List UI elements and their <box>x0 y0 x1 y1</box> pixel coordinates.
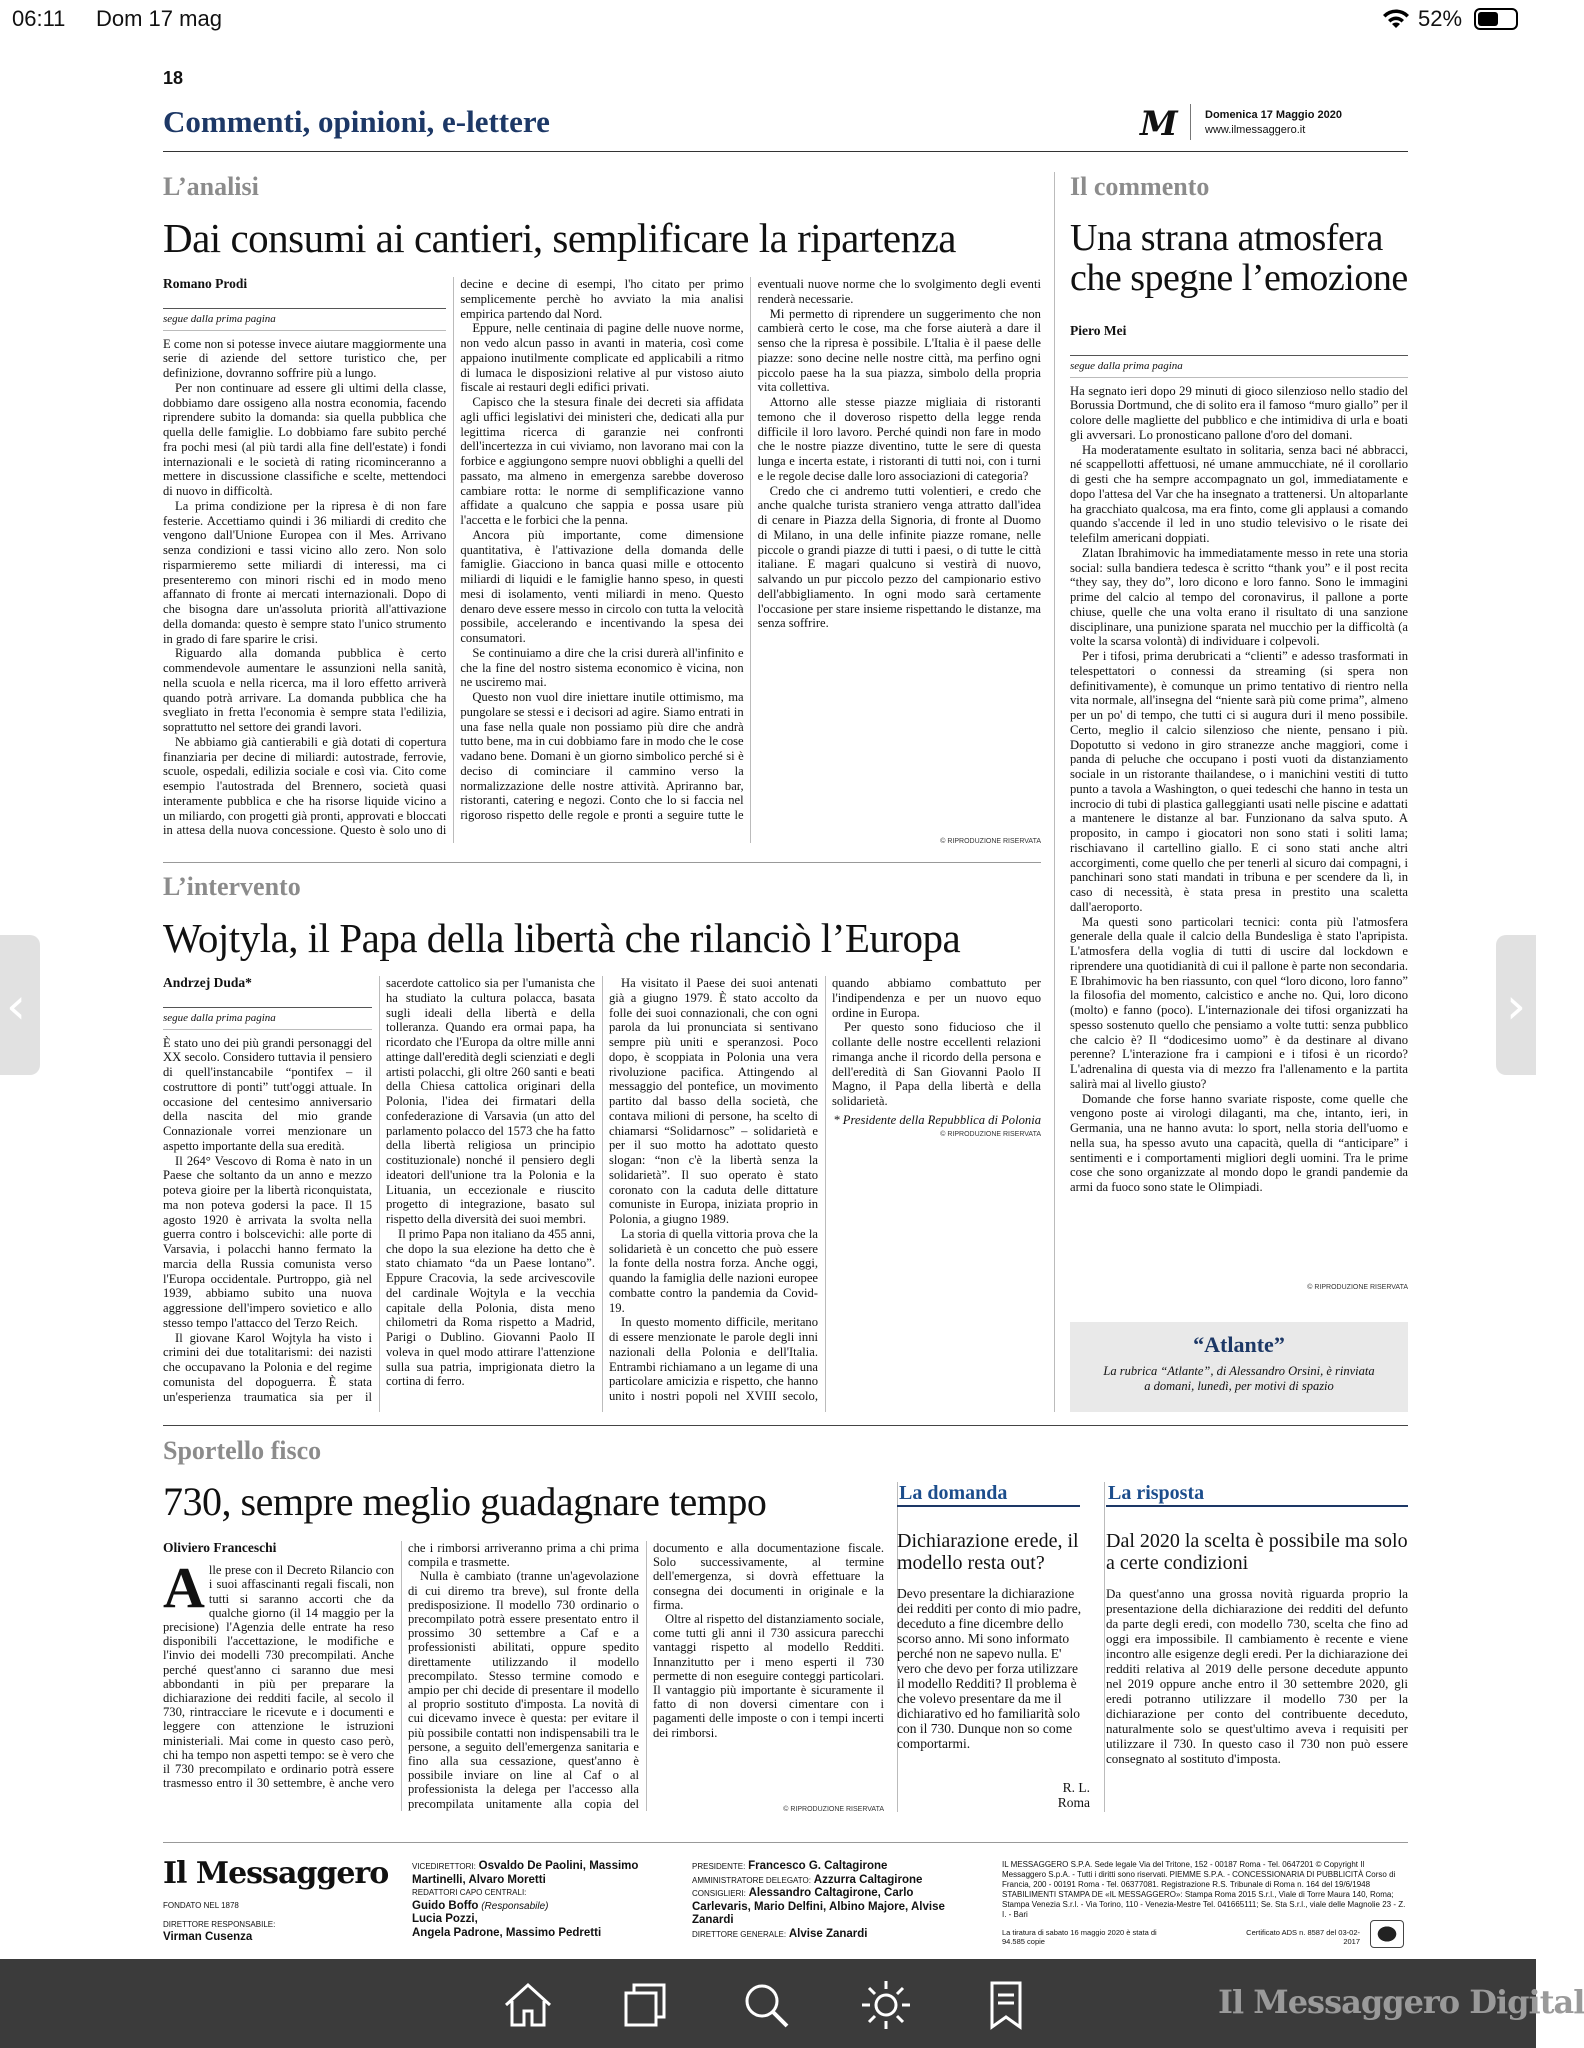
kicker-fisco: Sportello fisco <box>163 1436 322 1465</box>
ad-label: AMMINISTRATORE DELEGATO: <box>692 1875 811 1885</box>
paragraph: Se continuiamo a dire che la crisi durerà all'infinito e che la fine del nostro sistema economico è vicina, non ne usciremo mai. <box>460 645 744 690</box>
paragraph: Ma questi sono particolari tecnici: conta più l'atmosfera generale della quale il calcio della Bundesliga è stato l'apripista. L'atmosfera della voglia di tutti di uscire dal lockdown e riprendere una quotidianità di cui il pallone è parte non secondaria. E Ibrahimovic ha ben riassunto, con quel “loro dicono, loro fanno” la filosofia del momento, calcistico e anche no. Qui, loro dicono (molto) e fanno (poco). L'internazionale dei tifosi organizzati ha spesso sostenuto quello che pensiamo a volte tutti: senza pubblico che calcio è? Il “dodicesimo uomo” è da destinare al divano perenne? L'interazione fra i campioni e i tifosi è un ricordo? L'adrenalina di questa via di mezzo fra l'allenamento e la partita salirà mai al livello giusto? <box>1070 914 1408 1091</box>
kicker-domanda: La domanda <box>899 1482 1008 1504</box>
headline-commento[interactable]: Una strana atmosfera che spegne l’emozione <box>1070 217 1408 299</box>
status-bar <box>0 0 1536 40</box>
author: Romano Prodi <box>163 276 248 291</box>
status-date: Dom 17 mag <box>96 6 222 31</box>
article-body-commento <box>1070 324 1408 1284</box>
paragraph: Ancora più importante, come dimensione quantitativa, è l'attivazione della domanda delle famiglie. Giacciono in banca quasi mille e ottocento miliardi di liquidi e le famiglie hanno speso, in questi mesi di isolamento, venti miliardi in meno. Questo denaro deve essere messo in circolo con tutta la velocità possibile, accelerando e incentivando la spesa dei consumatori. <box>460 527 744 645</box>
director: Virman Cusenza <box>163 1931 253 1943</box>
paragraph: La prima condizione per la ripresa è di non fare festerie. Accettiamo quindi i 36 miliardi di credito che vengono dall'Unione Europea con il Mes. Arrivano senza condizioni e tassi vicino allo zero. Non solo risparmieremo sette miliardi di interessi, ma ci presenteremo con minori rischi ed in modo meno affannato di fronte ai mercati internazionali. Dopo di che bisogna dare un'assoluta priorità all'attivazione della domanda: questo è sempre stato l'unico strumento in grado di fare sparire le crisi. <box>163 498 447 646</box>
headline-analisi[interactable]: Dai consumi ai cantieri, semplificare la ripartenza <box>163 215 956 261</box>
ad: Azzurra Caltagirone <box>813 1873 923 1886</box>
question-body <box>897 1586 1087 1786</box>
battery-icon <box>1474 8 1518 30</box>
wifi-icon <box>1382 8 1410 30</box>
author: Oliviero Franceschi <box>163 1540 277 1555</box>
kicker-analisi: L’analisi <box>163 172 259 201</box>
bottom-toolbar <box>0 1959 1584 2048</box>
paragraph: Zlatan Ibrahimovic ha immediatamente messo in rete una storia social: sulla bandiera tedesca è scritto “thank you” e il post recita “they say, they do”, loro dicono e loro fanno. Sono le immagini prime del calcio al tempo del coronavirus, il pallone a porte chiuse, quelle che una volta erano il risultato di una sanzione disciplinare, una punizione sparata nel mucchio per la difficoltà (a volte la scarsa volontà) di individuare i colpevoli. <box>1070 545 1408 649</box>
answer-text: Da quest'anno una grossa novità riguarda proprio la presentazione della dichiarazione dei redditi del defunto da parte degli eredi, con modello 730, scelta che fino ad oggi era impossibile. Il cambiamento è recente e viene incontro alle esigenze degli eredi. Per la dichiarazione dei redditi relativa al 2019 delle persone decedute appunto nel 2019 oppure anche entro il 30 settembre 2020, gli eredi potranno utilizzare il modello 730 per la dichiarazione per conto del contribuente deceduto, naturalmente solo se quest'ultimo aveva i requisiti per utilizzare il 730. In questo caso il 730 non può essere consegnato al sostituto d'imposta. <box>1106 1586 1408 1766</box>
paragraph: Mi permetto di riprendere un suggerimento che non cambierà certo le cose, ma che forse aiuterà a dare il senso che la ripresa è possibile. L'Italia è il paese delle piazze: sono decine nelle nostre città, ma perfino ogni piccolo paese ha la sua piazza, simbolo della propria vita collettiva. <box>757 306 1041 395</box>
author: Piero Mei <box>1070 323 1127 338</box>
copyright-note: © RIPRODUZIONE RISERVATA <box>940 1130 1041 1138</box>
section-title: Commenti, opinioni, e-lettere <box>163 104 550 139</box>
signature-initials: R. L. <box>1062 1780 1090 1795</box>
paragraph: E come non si potesse invece aiutare maggiormente una serie di aziende del settore turistico che, per definizione, dovranno soffrire più a lungo. <box>163 336 447 380</box>
founded: FONDATO NEL 1878 <box>163 1901 239 1910</box>
answer-title: Dal 2020 la scelta è possibile ma solo a certe condizioni <box>1106 1530 1408 1574</box>
paragraph: Per i tifosi, prima derubricati a “clienti” e adesso trasformati in telespettatori o connessi da streaming (si spera non definitivamente), è comunque un primo tentativo di rientro nella vita normale, all'insegna del “niente sarà più come prima”, almeno per un po' di tempo, che tutti ci si augura duri il meno possibile. Certo, meglio il calcio silenzioso che niente, pensano i più. Dopotutto si vedono in giro stranezze anche maggiori, come i panda di peluche che occupano i posti vuoti da distanziamento sociale in un ristorante thailandese, o i manichini vestiti di tutto punto a tavola a Washington, o quei tedeschi che hanno in testa un incrocio di tubi di plastica galleggianti usati nelle piscine e adattati a mantenere le distanze al bar. Funzionano da salva sputo. A proposito, in campo i giocatori non sono stati i soliti lama; rischiavano il cartellino giallo. E ci sono stati anche altri accorgimenti, come quello che per tenerli al sicuro dai compagni, i panchinari sono stati mandati in tribuna e per scendere da lì, in caso di necessità, è stata presa in prestito una scaletta dall'aeroporto. <box>1070 649 1408 914</box>
brightness-icon[interactable] <box>858 1977 914 2033</box>
paragraph: Attorno alle stesse piazze migliaia di ristoranti temono che il doveroso rispetto della legge renda difficile il loro lavoro. Perché quindi non fare in modo che le nostre piazze diventino, tutte le sere di questa lunga e incerta estate, i ristoranti di tutti noi, con i turni e le regole decise dalle loro associazioni di categoria? <box>757 395 1041 483</box>
signature-city: Roma <box>1057 1795 1090 1810</box>
legal-info: IL MESSAGGERO S.P.A. Sede legale Via del Tritone, 152 - 00187 Roma - Tel. 0647201 © Copyright Il Messaggero S.p.A. - Tutti i diritti sono riservati. PIEMME S.P.A. - CONCESSIONARIA DI PUBBLICITÀ Corso di Francia, 200 - 00191 Roma - Tel. 06377081. Registrazione R.S. Tribunale di Roma n. 164 del 19/6/1948 STABILIMENTI STAMPA DE «IL MESSAGGERO»: Stampa Roma 2015 S.r.l., Viale di Torre Maura 140, Roma; Stampa Venezia S.r.l. - Via Torino, 110 - Venezia-Mestre Tel. 041665111; Se. Sta S.r.l., viale delle Magnolie 23 - Z. I. - Bari <box>1002 1860 1406 1919</box>
paragraph: La storia di quella vittoria prova che la solidarietà è un concetto che può essere la fonte della nostra forza. Anche oggi, quando la famiglia delle nazioni europee combatte contro la pandemia da Covid-19. <box>609 1226 818 1315</box>
kicker-intervento: L’intervento <box>163 872 301 901</box>
pres-label: PRESIDENTE: <box>692 1862 746 1871</box>
headline-intervento[interactable]: Wojtyla, il Papa della libertà che rilanciò l’Europa <box>163 915 961 961</box>
capo3: Angela Padrone, Massimo Pedretti <box>412 1926 602 1939</box>
paragraph: È stato uno dei più grandi personaggi del XX secolo. Considero tuttavia il pensiero di quell'instancabile “pontifex – il costruttore di ponti” tutt'oggi attuale. In occasione del centesimo anniversario della nascita del mio grande Connazionale vorrei menzionare un aspetto importante della sua eredità. <box>163 1035 372 1153</box>
paragraph: Riguardo alla domanda pubblica è certo commendevole aumentare le assunzioni nella sanità, nella scuola e nella ricerca, ma il loro effetto arriverà quando potrà arrivare. La domanda pubblica che ha svegliato in fretta l'economia è sempre stata l'edilizia, soprattutto nel settore dei grandi lavori. <box>163 646 447 734</box>
paragraph: Credo che ci andremo tutti volentieri, e credo che anche qualche turista straniero venga attratto dall'idea di cenare in Piazza della Signoria, di fronte al Duomo di Milano, in una delle infinite piazze romane, nelle piccole o grandi piazze di tutti i paesi, o di tutte le città italiane. E magari qualcuno si vestirà di nuovo, salvando un pur piccolo pezzo del campionario estivo dell'abbigliamento. In ogni modo sarà certamente l'occasione per stare insieme rispettando le distanze, ma senza soffrire. <box>757 483 1041 631</box>
question-title: Dichiarazione erede, il modello resta out? <box>897 1530 1079 1574</box>
paragraph: Ha segnato ieri dopo 29 minuti di gioco silenzioso nello stadio del Borussia Dortmund, che di solito era il famoso “muro giallo” per il colore delle magliette del pubblico e che intimidiva di urla e boati gli avversari. Lo pronosticano pallone d'oro del domani. <box>1070 383 1408 442</box>
headline-fisco[interactable]: 730, sempre meglio guadagnare tempo <box>163 1479 767 1524</box>
pres: Francesco G. Caltagirone <box>748 1860 888 1872</box>
ads-cert: Certificato ADS n. 8587 del 03-02-2017 <box>1246 1928 1360 1946</box>
paragraph: Il 264° Vescovo di Roma è nato in un Paese che soltanto da un anno e mezzo poteva gioire per la libertà riconquistata, ma non poteva godersi la pace. Il 15 agosto 1920 è arrivata la svolta nella guerra contro i bolscevichi: alle porte di Varsavia, i polacchi hanno fermato la marcia della Russia comunista verso l'Europa occidentale. Purtroppo, già nel 1939, abbiamo subito una nuova aggressione dell'impero sovietico e allo stesso tempo l'attacco del Terzo Reich. <box>163 1153 372 1330</box>
capo1-role: (Responsabile) <box>481 1900 549 1912</box>
previous-page-button[interactable]: ‹ <box>0 935 40 1075</box>
paragraph: Ne abbiamo già cantierabili e già dotati di copertura finanziaria per decine di miliardi: autostrade, ferrovie, scuole, ospedali, edilizia sociale e così via. Cito come esempio l'autostrada del Brennero, società quasi interamente pubblica e che ha risorse liquide vicino a un miliardo, con progetti già pronti, approvati e bloccati in attesa della nuova concessione. Questo è solo uno di decine e decine di esempi, l'ho citato per primo semplicemente perchè ho avviato la mia analisi empirica partendo dal Nord. <box>163 277 744 838</box>
drop-cap: A <box>163 1555 205 1621</box>
newspaper-logo: M <box>1140 104 1178 144</box>
capo1: Guido Boffo <box>412 1899 479 1912</box>
question-text: Devo presentare la dichiarazione dei redditi per conto di mio padre, deceduto a fine dicembre dello scorso anno. Mi sono informato perché non ne sapevo nulla. E' vero che devo per forza utilizzare il modello Redditi? Il problema è che volevo presentare da me il dichiarativo ed ho familiarità solo con il 730. Dunque non so come comportarmi. <box>897 1586 1082 1751</box>
tiratura: La tiratura di sabato 16 maggio 2020 è stata di 94.585 copie <box>1002 1928 1157 1946</box>
vice: Osvaldo De Paolini, Massimo Martinelli, Alvaro Moretti <box>412 1860 639 1886</box>
status-time: 06:11 <box>12 6 66 31</box>
dg-label: DIRETTORE GENERALE: <box>692 1929 787 1939</box>
atlante-text: La rubrica “Atlante”, di Alessandro Orsini, è rinviata a domani, lunedì, per motivi di spazio <box>1103 1364 1375 1393</box>
article-body-analisi <box>163 277 1041 843</box>
search-icon[interactable] <box>738 1977 794 2033</box>
answer-body <box>1106 1586 1408 1806</box>
vice-label: VICEDIRETTORI: <box>412 1862 476 1871</box>
bookmark-icon[interactable] <box>978 1977 1034 2033</box>
edition-date: Domenica 17 Maggio 2020 <box>1205 109 1342 121</box>
continued-note: segue dalla prima pagina <box>163 1007 372 1030</box>
copyright-note: © RIPRODUZIONE RISERVATA <box>1307 1284 1408 1291</box>
atlante-title: “Atlante” <box>1193 1332 1285 1357</box>
paragraph: Capisco che la stesura finale dei decreti sia affidata agli uffici legislativi dei ministeri che, dedicati alla pur legittima ricerca di garanzie nei confronti dell'incertezza in cui viviamo, non lavorano mai con la forbice e aggiungono sempre nuovi obblighi a quelli del passato, ma almeno in emergenza sarebbe doveroso cambiare rotta: le norme di semplificazione vanno affidate a qualcuno che sappia e possa usare più l'accetta e le forbici che la penna. <box>460 395 744 527</box>
paragraph: Il primo Papa non italiano da 455 anni, che dopo la sua elezione ha detto che è stato chiamato “da un Paese lontano”. Eppure Cracovia, la sede arcivescovile del cardinale Wojtyla e la vecchia capitale della Polonia, dista meno chilometri da Roma rispetto a Madrid, Parigi o Dublino. Giovanni Paolo II voleva in quel modo attirare l'attenzione sulla sua patria, imprigionata dietro la cortina di ferro. <box>386 1226 595 1389</box>
paragraph: Il giovane Karol Wojtyla ha visto i crimini dei due totalitarismi: dei nazisti che occupavano la Polonia e del regime comunista del dopoguerra. È stata un'esperienza traumatica sia per il sacerdote cattolico sia per l'umanista che ha studiato la cultura polacca, basata sugli ideali della libertà e della tolleranza. Quando era ormai papa, ha ricordato che l'Europa da oltre mille anni attinge dall'eredità degli scienziati e degli artisti polacchi, gli oltre 260 santi e beati della Chiesa cattolica originari della Polonia, l'idea dei firmatari della confederazione di Varsavia (un atto del parlamento polacco del 1573 che ha fatto della libertà religiosa un principio costituzionale) nonché il pensiero degli ideatori dell'unione tra la Polonia e la Lituania, un eccezionale e riuscito progetto di integrazione, basato sul rispetto della diversità dei suoi membri. <box>163 976 595 1404</box>
paragraph: lle prese con il Decreto Rilancio con i suoi affascinanti regali fiscali, non tutti si saranno accorti che da qualche giorno (il 14 maggio per la precisione) l'Agenzia delle entrate ha reso disponibili l'accettazione, le modifiche e l'invio dei modelli 730 precompilati. Anche perché quest'anno ci saranno due mesi abbondanti in più per preparare la dichiarazione dei redditi facile, al secolo il 730, rintracciare le ricevute e i documenti e leggere con attenzione le istruzioni ministeriali. Mai come in questo caso però, chi ha tempo non aspetti tempo: se è vero che il 730 precompilato e ordinario potrà essere trasmesso entro il 30 settembre, è anche vero che i rimborsi arriveranno prima a chi prima compila e trasmette. <box>163 1541 639 1791</box>
next-page-button[interactable]: › <box>1496 935 1536 1075</box>
page-number: 18 <box>163 68 184 88</box>
article-body-intervento <box>163 976 1041 1412</box>
ads-seal-icon <box>1370 1920 1404 1948</box>
author: Andrzej Duda* <box>163 975 252 990</box>
atlante-box <box>1070 1322 1408 1412</box>
paragraph: In questo momento difficile, meritano di essere menzionate le parole degli inni nazionali della Polonia e dell'Italia. Entrambi richiamano a un legame di una particolare amicizia e rispetto, che hanno unito i nostri popoli nel XVIII secolo, quando abbiamo combattuto per l'indipendenza e per un nuovo equo ordine in Europa. <box>609 976 1041 1403</box>
edition-info <box>1205 108 1342 138</box>
kicker-commento: Il commento <box>1070 172 1210 201</box>
edition-site[interactable]: www.ilmessaggero.it <box>1205 124 1306 136</box>
capo2: Lucia Pozzi, <box>412 1913 478 1925</box>
paragraph: Questo non vuol dire iniettare inutile ottimismo, ma pungolare se stessi e i decisori ad agire. Siamo entrati in una fase nella quale non possiamo più dire che andrà tutto bene, ma in cui dobbiamo fare in modo che le cose vadano bene. Domani è un giorno simbolico perché si è deciso di cominciare il cammino verso la normalizzazione delle nostre attività. Apriranno bar, ristoranti, catering e negozi. Conto che lo si faccia nel rigoroso rispetto delle regole e pronti a seguire tutte le eventuali nuove norme che lo svolgimento degli eventi renderà necessarie. <box>460 277 1041 822</box>
home-icon[interactable] <box>500 1977 556 2033</box>
paragraph: Per questo sono fiducioso che il collante delle nostre eccellenti relazioni rimanga anche il ricordo della persona e dell'eredità di San Giovanni Paolo II Magno, il Papa della libertà e della solidarietà. <box>832 1020 1041 1108</box>
cons-label: CONSIGLIERI: <box>692 1889 746 1898</box>
cons: Alessandro Caltagirone, Carlo Carlevaris, Mario Delfini, Albino Majore, Alvise Zanardi <box>692 1887 945 1926</box>
kicker-risposta: La risposta <box>1108 1482 1205 1504</box>
dg: Alvise Zanardi <box>788 1927 868 1940</box>
capo-label: REDATTORI CAPO CENTRALI: <box>412 1888 527 1897</box>
paragraph: Ha moderatamente esultato in solitaria, senza baci né abbracci, né scappellotti affettuosi, né umane ammucchiate, né il corollario di gesti che ha sempre accompagnato un gol, immediatamente e dopo l'attesa del Var che ha insegnato a trattenersi. Un altoparlante ha gracchiato qualcosa, ma era finto, come gli applausi a comando quando s'accende il led in uno studio televisivo o le risate dei telefilm americani doppiati. <box>1070 442 1408 545</box>
brand-logo: Il Messaggero Digital <box>1218 1983 1584 2021</box>
paragraph: Domande che forse hanno svariate risposte, come quelle che vengono poste ai virologi dilaganti, ma che, intanto, ieri, in Germania, una ne hanno avuta: lo sport, nella storia dell'uomo e nella sua, ha spesso avuto una capacità, quella di “anticipare” i sentimenti e i comportamenti migliori degli uomini. Tra le prime cose che sono organizzate al mondo dopo le grandi pandemie da armi da fuoco sono state le Olimpiadi. <box>1070 1091 1408 1194</box>
paragraph: Per non continuare ad essere gli ultimi della classe, dobbiamo dare ossigeno alla nostra economia, facendo riprendere subito la domanda: sia quella pubblica che quella delle famiglie. Lo dobbiamo fare subito perché fra pochi mesi (al più tardi alla fine dell'estate) i fondi internazionali e le società di rating ricominceranno a mettere in discussione classifiche e scelte, mettendoci di nuovo in difficoltà. <box>163 380 447 498</box>
footer-logo: Il Messaggero <box>163 1856 389 1891</box>
pages-icon[interactable] <box>618 1977 674 2033</box>
paragraph: Eppure, nelle centinaia di pagine delle nuove norme, non vedo alcun passo in avanti in materia, così come appaiono inutilmente complicate ed applicabili a ritmo di lumaca le disposizioni relative al pur vistoso aiuto fiscale ai restauri degli edifici privati. <box>460 321 744 395</box>
author-signature: * Presidente della Repubblica di Polonia <box>833 1112 1041 1127</box>
paragraph: Oltre al rispetto del distanziamento sociale, come tutti gli anni il 730 assicura parecchi vantaggi rispetto al modello Redditi. Innanzitutto per i meno esperti il 730 permette di non eseguire conteggi particolari. Il vantaggio più importante è sicuramente il fatto di non doversi cimentare con i pagamenti delle imposte o con i tempi incerti dei rimborsi. <box>653 1612 884 1740</box>
director-label: DIRETTORE RESPONSABILE: <box>163 1919 276 1929</box>
article-body-fisco <box>163 1541 884 1811</box>
paragraph: Nulla è cambiato (tranne un'agevolazione di cui diremo tra breve), sul fronte della predisposizione. Il modello 730 ordinario o precompilato potrà essere presentato entro il prossimo 30 settembre a Caf e a professionisti abilitati, oppure spedito direttamente utilizzando il modello precompilato. Stesso termine comodo e ampio per chi decide di presentare il modello al proprio sostituto d'imposta. La novità di cui dicevamo invece è questa: per evitare il più possibile contatti non indispensabili tra le persone, a seguito dell'emergenza sanitaria e fino alla sua cessazione, quest'anno è possibile inviare on line al Caf o al professionista la delega per l'accesso alla precompilata unitamente alla copia del documento e alla documentazione fiscale. Solo successivamente, al termine dell'emergenza, si dovrà effettuare la consegna dei documenti in originale e la firma. <box>408 1541 884 1811</box>
continued-note: segue dalla prima pagina <box>163 308 446 331</box>
battery-percent: 52% <box>1418 6 1463 31</box>
copyright-note: © RIPRODUZIONE RISERVATA <box>783 1806 884 1813</box>
paragraph: Ha visitato il Paese dei suoi antenati già a giugno 1979. È stato accolto da folle dei suoi connazionali, che con ogni parola da lui pronunciata si sentivano sempre più uniti e speranzosi. Poco dopo, è scoppiata in Polonia una vera rivoluzione pacifica. Attingendo al messaggio del pontefice, un movimento partito dal basso della società, che contava milioni di persone, ha scelto di chiamarsi “Solidarnosc” – solidarietà e per il suo motto ha adottato questo slogan: “non c'è la libertà senza la solidarietà”. Il suo operato è stato coronato con la caduta delle dittature comuniste in Europa, iniziata proprio in Polonia, a giugno 1989. <box>609 976 818 1226</box>
continued-note: segue dalla prima pagina <box>1070 355 1408 378</box>
question-signature <box>897 1780 1090 1810</box>
copyright-note: © RIPRODUZIONE RISERVATA <box>940 838 1041 845</box>
